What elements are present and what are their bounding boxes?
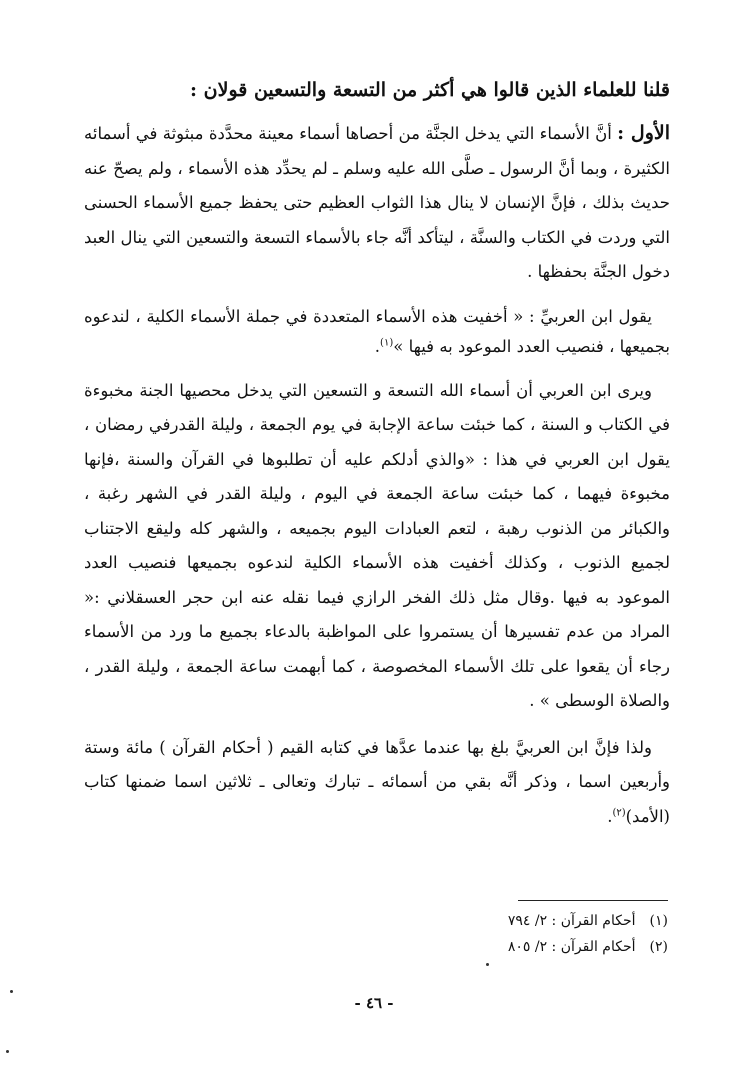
paragraph-text: يقول ابن العربيِّ : « أخفيت هذه الأسماء المتعددة في جملة الأسماء الكلية ، لندعوه بجميعها ، فنصيب العدد الموعود به فيها » bbox=[84, 306, 670, 356]
paragraph-hidden-names bbox=[84, 374, 670, 719]
paragraph-ibn-arabi-quote: يقول ابن العربيِّ : « أخفيت هذه الأسماء المتعددة في جملة الأسماء الكلية ، لندعوه بجميعها ، فنصيب العدد الموعود به فيها »$^{(١)}$. bbox=[84, 306, 670, 356]
footnotes bbox=[348, 908, 668, 960]
scan-speck bbox=[6, 1050, 9, 1053]
page-number: - ٤٦ - bbox=[354, 994, 394, 1012]
footnote-item bbox=[348, 934, 668, 960]
paragraph-text: ولذا فإنَّ ابن العربيَّ بلغ بها عندما عدَّها في كتابه القيم ( أحكام القرآن ) مائة وستة وأربعين اسما ، وذكر أنَّه بقي من أسمائه ـ تبارك وتعالى ـ ثلاثين اسما ضمنها كتاب (الأمد) bbox=[84, 737, 670, 826]
footnote-divider bbox=[518, 900, 668, 901]
footnote-number: (٢) bbox=[649, 939, 668, 955]
footnote-ref[interactable]: (٢) bbox=[612, 807, 626, 818]
footnote-text: أحكام القرآن : ٢/ ٧٩٤ bbox=[507, 913, 636, 929]
footnote-number: (١) bbox=[649, 913, 668, 929]
paragraph-text: ويرى ابن العربي أن أسماء الله التسعة و التسعين التي يدخل محصيها الجنة مخبوءة في الكتاب و السنة ، كما خبئت ساعة الإجابة في يوم الجمعة ، وليلة القدرفي رمضان ، يقول ابن العربي في هذا : «والذي أدلكم عليه أن تطلبوها في القرآن والسنة ،فإنها مخبوءة فيهما ، كما خبئت ساعة الجمعة في اليوم ، وليلة القدر في الشهر رغبة ، والكبائر من الذنوب رهبة ، لتعم العبادات اليوم بجميعه ، والشهر كله وليقع الاجتناب لجميع الذنوب ، وكذلك أخفيت هذه الأسماء الكلية لندعوه بجميعها فنصيب العدد الموعود به فيها .وقال مثل ذلك الفخر الرازي فيما نقله عنه ابن حجر العسقلاني :« المراد من عدم تفسيرها أن يستمروا على المواظبة بالدعاء بجميع ما ورد من الأسماء رجاء أن يقعوا على تلك الأسماء المخصوصة ، كما أبهمت ساعة الجمعة ، وليلة القدر ، والصلاة الوسطى » . bbox=[84, 380, 670, 710]
paragraph-count: ولذا فإنَّ ابن العربيَّ بلغ بها عندما عدَّها في كتابه القيم ( أحكام القرآن ) مائة وستة وأربعين اسما ، وذكر أنَّه بقي من أسمائه ـ تبارك وتعالى ـ ثلاثين اسما ضمنها كتاب (الأمد)$^{(٢)}$. bbox=[84, 737, 670, 826]
footnote-text: أحكام القرآن : ٢/ ٨٠٥ bbox=[507, 939, 636, 955]
main-text bbox=[84, 72, 670, 846]
section-heading: قلنا للعلماء الذين قالوا هي أكثر من التسعة والتسعين قولان : bbox=[190, 79, 670, 101]
footnote-ref[interactable]: (١) bbox=[380, 337, 394, 348]
paragraph-text: أنَّ الأسماء التي يدخل الجنَّة من أحصاها أسماء معينة محدَّدة مبثوثة في أسمائه الكثيرة ، وبما أنَّ الرسول ـ صلَّى الله عليه وسلم ـ لم يحدِّد هذه الأسماء ، ولم يصحّ عنه حديث بذلك ، فإنَّ الإنسان لا ينال هذا الثواب العظيم حتى يحفظ جميع الأسماء الحسنى التي وردت في الكتاب والسنَّة ، ليتأكد أنَّه جاء بالأسماء التسعة والتسعين التي ينال العبد دخول الجنَّة بحفظها . bbox=[84, 124, 670, 281]
scan-speck bbox=[486, 963, 489, 966]
paragraph-lead: الأول : bbox=[617, 122, 670, 144]
footnote-item bbox=[348, 908, 668, 934]
scan-speck bbox=[10, 990, 13, 993]
paragraph-first-opinion bbox=[84, 116, 670, 290]
